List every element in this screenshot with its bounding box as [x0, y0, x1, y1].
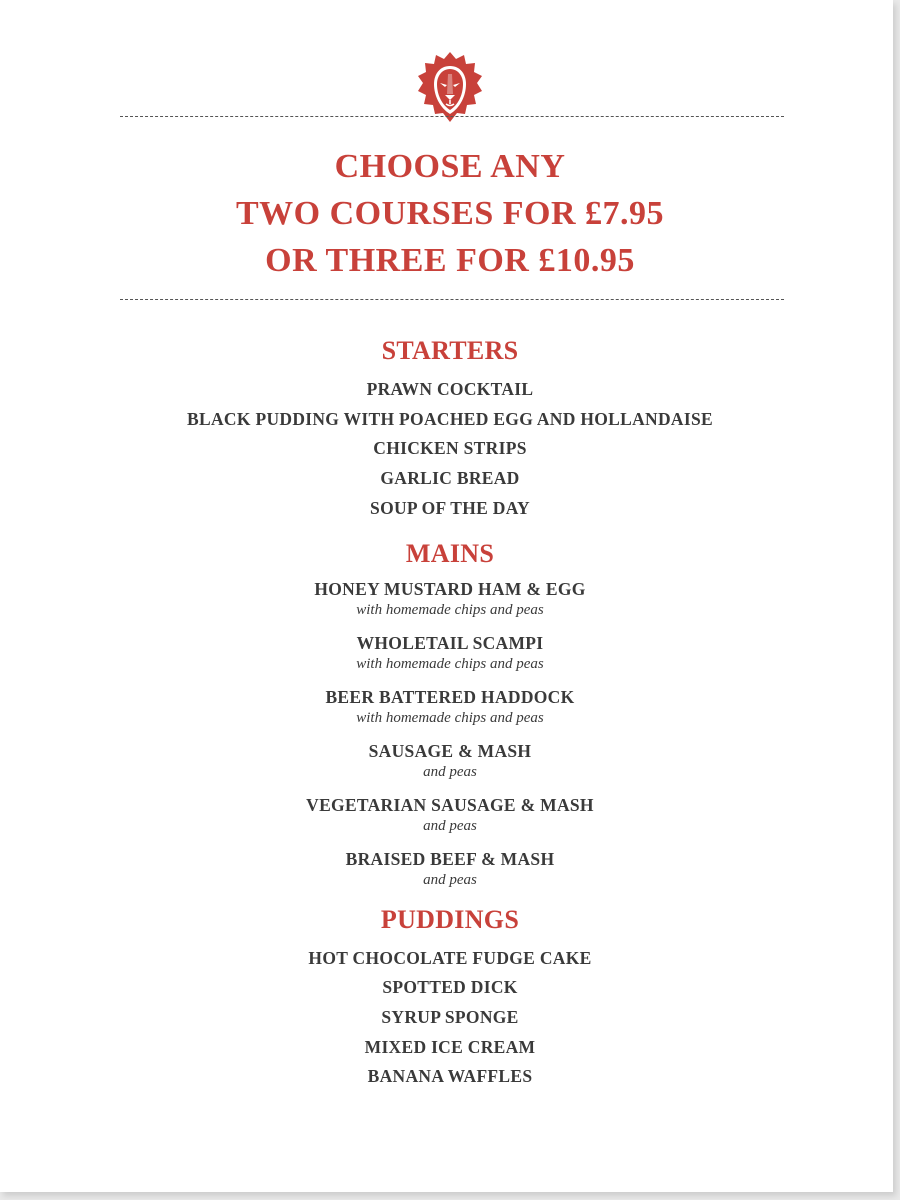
main-item-name: WHOLETAIL SCAMPI	[356, 632, 544, 653]
starters-section	[0, 333, 900, 524]
main-item-description: with homemade chips and peas	[356, 655, 544, 672]
main-item-description: and peas	[423, 871, 477, 888]
headline-line-2: TWO COURSES FOR £7.95	[236, 195, 664, 232]
main-item	[0, 848, 900, 890]
starter-item: BLACK PUDDING WITH POACHED EGG AND HOLLANDAISE	[187, 408, 713, 429]
puddings-section	[0, 902, 900, 1093]
mains-section	[0, 536, 900, 890]
main-item	[0, 578, 900, 620]
pudding-item: MIXED ICE CREAM	[364, 1036, 536, 1057]
main-item	[0, 686, 900, 728]
main-item-name: SAUSAGE & MASH	[368, 740, 532, 761]
top-divider	[120, 116, 784, 117]
main-item-name: BRAISED BEEF & MASH	[345, 848, 555, 869]
starters-title: STARTERS	[381, 336, 519, 365]
main-item	[0, 794, 900, 836]
pudding-item: HOT CHOCOLATE FUDGE CAKE	[308, 947, 592, 968]
puddings-title: PUDDINGS	[380, 904, 520, 934]
main-item-name: VEGETARIAN SAUSAGE & MASH	[306, 794, 594, 815]
bottom-divider	[120, 299, 784, 300]
main-item	[0, 740, 900, 782]
starter-item: CHICKEN STRIPS	[373, 438, 527, 459]
pudding-item: SYRUP SPONGE	[381, 1006, 519, 1027]
main-item-description: and peas	[423, 817, 477, 834]
headline-line-1: CHOOSE ANY	[334, 148, 566, 185]
lion-head-icon	[416, 50, 484, 130]
headline-line-3: OR THREE FOR £10.95	[265, 242, 635, 279]
starter-item: PRAWN COCKTAIL	[366, 379, 534, 399]
offer-headline	[0, 143, 900, 284]
starter-item: GARLIC BREAD	[380, 468, 520, 489]
pudding-item: BANANA WAFFLES	[367, 1066, 533, 1087]
main-item-name: HONEY MUSTARD HAM & EGG	[314, 578, 586, 599]
main-item-description: with homemade chips and peas	[356, 601, 544, 618]
pudding-item: SPOTTED DICK	[382, 977, 518, 998]
mains-title: MAINS	[405, 538, 495, 568]
main-item-description: with homemade chips and peas	[356, 709, 544, 726]
menu-list	[0, 333, 900, 1092]
starter-item: SOUP OF THE DAY	[370, 497, 530, 518]
main-item	[0, 632, 900, 674]
main-item-description: and peas	[423, 763, 477, 780]
main-item-name: BEER BATTERED HADDOCK	[325, 686, 575, 707]
